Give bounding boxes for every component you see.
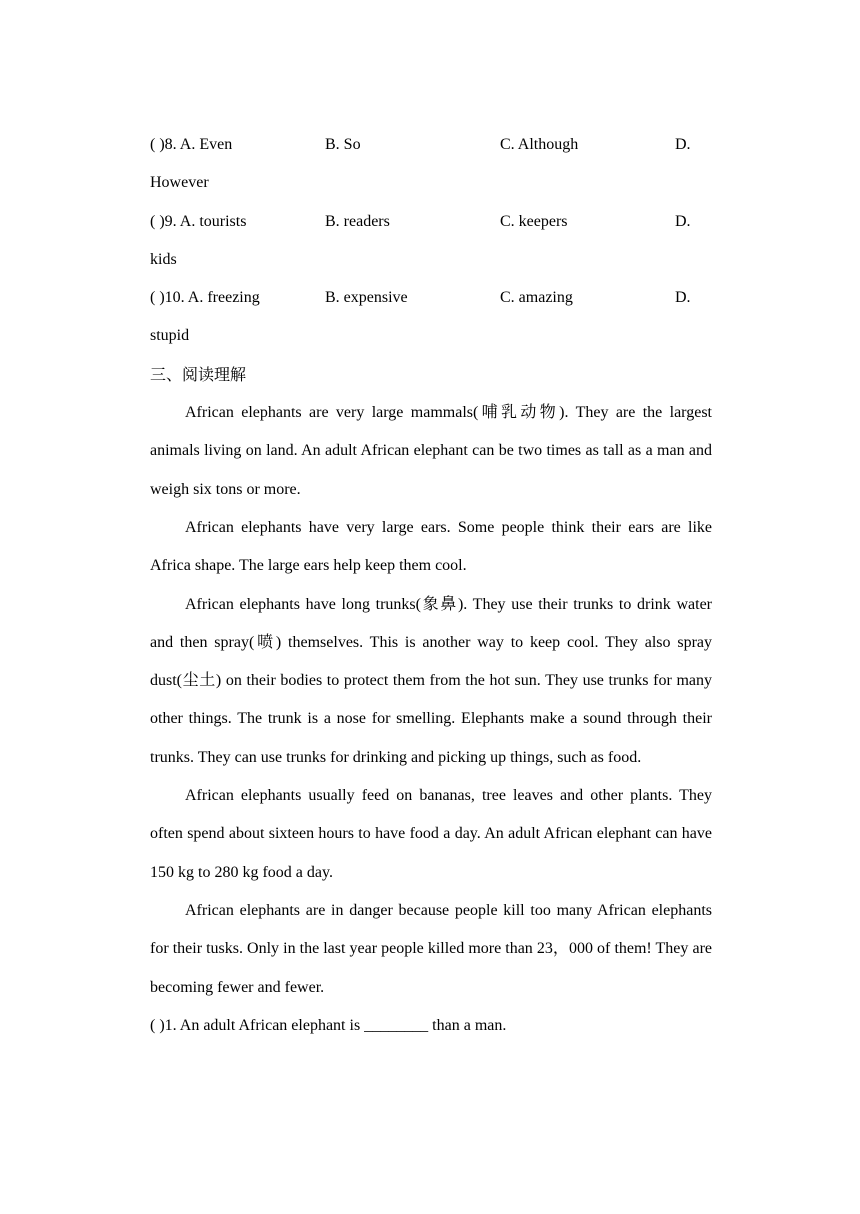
option-d: D. [675,289,691,307]
reading-paragraph: African elephants have very large ears. Some people think their ears are like Africa shape. The large ears help keep them cool. [150,518,712,575]
option-c: C. amazing [500,289,573,307]
option-c: C. keepers [500,212,568,230]
reading-paragraph: African elephants usually feed on bananas, tree leaves and other plants. They often spend about sixteen hours to have food a day. An adult African elephant can have 150 kg to 280 kg food a day. [150,787,712,881]
choice-stem: ( )9. A. tourists [150,212,247,230]
option-b: B. expensive [325,289,408,307]
question-1: ( )1. An adult African elephant is ________ than a man. [150,1016,507,1034]
option-b: B. So [325,136,361,153]
choice-row-10 [150,279,712,317]
option-d-text: kids [150,250,177,268]
option-d: D. [675,136,691,153]
reading-paragraph: African elephants are in danger because people kill too many African elephants for their tusks. Only in the last year people killed more than 23，000 of them! They are becoming fewer and fewer. [150,901,712,996]
reading-paragraph: African elephants have long trunks(象鼻). They use their trunks to drink water and then spray(喷) themselves. This is another way to keep cool. They also spray dust(尘土) on their bodies to protect them from the hot sun. They use trunks for many other things. The trunk is a nose for smelling. Elephants make a sound through their trunks. They can use trunks for drinking and picking up things, such as food. [150,595,712,766]
choice-row-9 [150,203,712,241]
choice-row-8 [150,126,712,164]
option-d-text: stupid [150,327,190,345]
choice-stem: ( )8. A. Even [150,136,233,153]
section-title: 三、阅读理解 [150,364,247,384]
choice-stem: ( )10. A. freezing [150,289,260,307]
reading-paragraph: African elephants are very large mammals(哺乳动物). They are the largest animals living on land. An adult African elephant can be two times as tall as a man and weigh six tons or more. [150,404,712,498]
document-page [150,126,712,1045]
option-b: B. readers [325,212,390,230]
option-d-text: However [150,174,209,192]
option-c: C. Although [500,136,579,153]
option-d: D. [675,212,691,230]
